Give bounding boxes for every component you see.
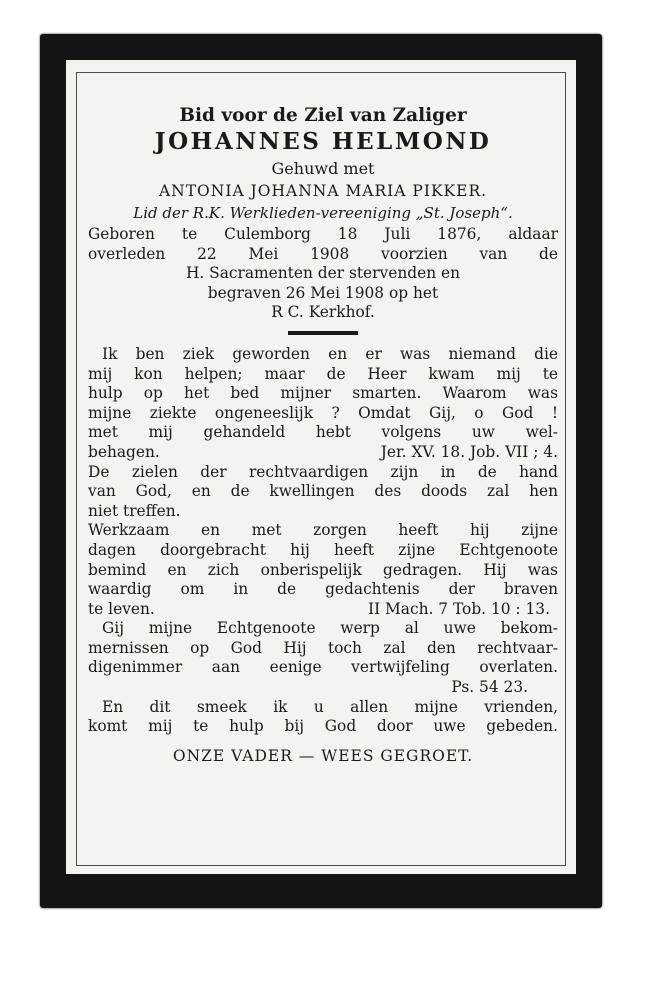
verse-line: mijne ziekte ongeneeslijk ? Omdat Gij, o God ! (88, 403, 558, 422)
memorial-card (40, 34, 602, 908)
verse-line: dagen doorgebracht hij heeft zijne Echtgenoote (88, 540, 558, 559)
bio-line: begraven 26 Mei 1908 op het (207, 283, 439, 302)
verse-line: En dit smeek ik u allen mijne vrienden, (102, 697, 558, 716)
verse-line: met mij gehandeld hebt volgens uw wel- (88, 423, 558, 442)
separator-bar (288, 331, 358, 335)
verse-line: mij kon helpen; maar de Heer kwam mij te (88, 364, 558, 383)
card-inner-panel (66, 60, 576, 874)
bio-line: overleden 22 Mei 1908 voorzien van de (88, 244, 558, 263)
verse-line: hulp op het bed mijner smarten. Waarom was (88, 384, 558, 403)
heading-prayer-line: Bid voor de Ziel van Zaliger (179, 105, 467, 126)
deceased-name: JOHANNES HELMOND (154, 128, 492, 155)
verses-block (88, 345, 558, 737)
verse-line: bemind en zich onberispelijk gedragen. Hij was (88, 560, 558, 579)
scripture-reference: Ps. 54 23. (451, 678, 528, 697)
married-label: Gehuwd met (271, 159, 375, 178)
verse-line: mernissen op God Hij toch zal den rechtvaar- (88, 638, 558, 657)
scripture-reference: Jer. XV. 18. Job. VII ; 4. (380, 442, 558, 461)
verse-line: komt mij te hulp bij God door uwe gebeden. (88, 717, 558, 736)
verse-line: Werkzaam en met zorgen heeft hij zijne (88, 521, 558, 540)
verse-line-end: te leven. (88, 599, 155, 618)
verse-line: De zielen der rechtvaardigen zijn in de hand (88, 462, 558, 481)
bio-line: Geboren te Culemborg 18 Juli 1876, aldaar (88, 225, 558, 243)
verse-line: digenimmer aan eenige vertwijfeling overlaten. (88, 658, 558, 677)
closing-prayers: ONZE VADER — WEES GEGROET. (172, 746, 474, 765)
card-text (88, 104, 558, 766)
verse-line-end: behagen. (88, 442, 160, 461)
membership-line: Lid der R.K. Werklieden-vereeniging „St. Joseph“. (133, 204, 513, 222)
verse-line: van God, en de kwellingen des doods zal hen (88, 482, 558, 501)
scripture-reference: II Mach. 7 Tob. 10 : 13. (368, 599, 550, 618)
biography-block (88, 225, 558, 323)
verse-line-with-reference (88, 443, 558, 463)
verse-line-with-reference (88, 600, 558, 620)
bio-line: R C. Kerkhof. (271, 303, 375, 322)
verse-line: niet treffen. (88, 501, 181, 520)
verse-line: waardig om in de gedachtenis der braven (88, 580, 558, 599)
verse-line: Ik ben ziek geworden en er was niemand die (102, 344, 558, 363)
spouse-name: ANTONIA JOHANNA MARIA PIKKER. (158, 182, 488, 200)
bio-line: H. Sacramenten der stervenden en (185, 264, 461, 283)
verse-line: Gij mijne Echtgenoote werp al uwe bekom- (102, 619, 558, 638)
